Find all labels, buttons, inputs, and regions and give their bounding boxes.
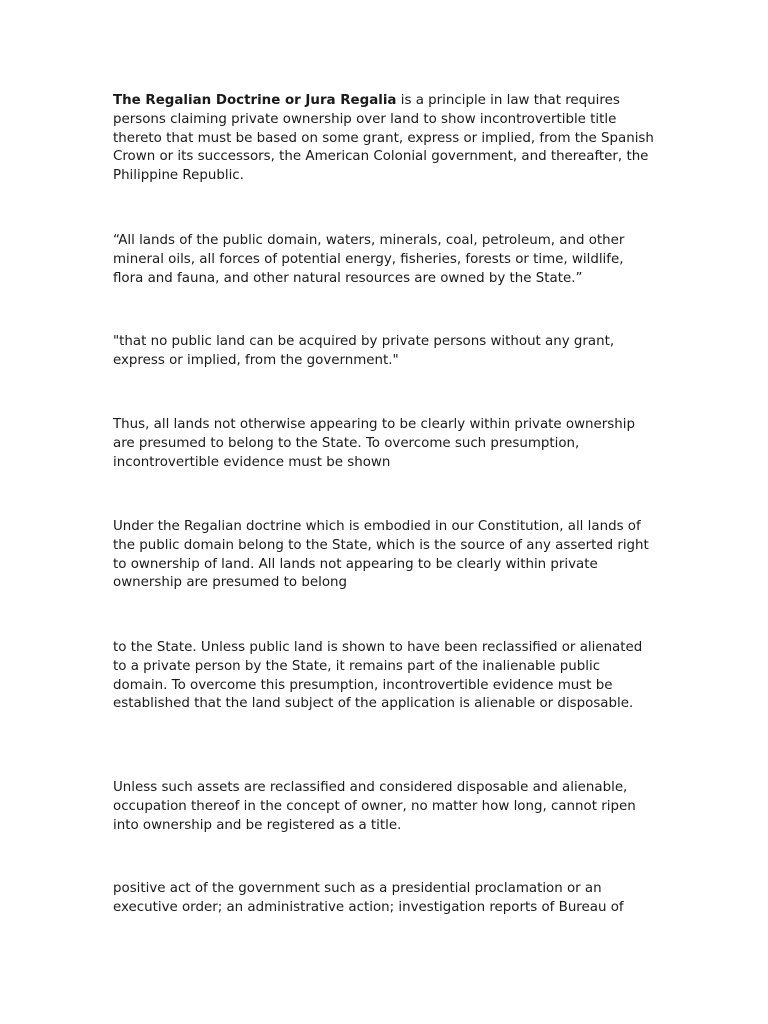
paragraph-public-land-quote: "that no public land can be acquired by private persons without any grant, express or implied, from the government." bbox=[113, 334, 615, 368]
paragraph-presumption: Thus, all lands not otherwise appearing to be clearly within private ownership are presumed to belong to the State. To overcome such presumption, incontrovertible evidence must be shown bbox=[113, 417, 635, 470]
paragraph-regalian-definition bbox=[113, 92, 658, 186]
paragraph-positive-act: positive act of the government such as a presidential proclamation or an executive order; an administrative action; investigation reports of Bureau of bbox=[113, 881, 624, 915]
term-heading: The Regalian Doctrine or Jura Regalia bbox=[113, 93, 397, 108]
paragraph-constitutional-quote: “All lands of the public domain, waters, minerals, coal, petroleum, and other mineral oils, all forces of potential energy, fisheries, forests or time, wildlife, flora and fauna, and other natural resources are owned by the State.” bbox=[113, 233, 625, 286]
paragraph-state-ownership: to the State. Unless public land is shown to have been reclassified or alienated to a private person by the State, it remains part of the inalienable public domain. To overcome this presumption, incontrovertible evidence must be established that the land subject of the application is alienable or disposable. bbox=[113, 640, 643, 712]
paragraph-reclassification: Unless such assets are reclassified and considered disposable and alienable, occupation thereof in the concept of owner, no matter how long, cannot ripen into ownership and be registered as a title. bbox=[113, 780, 636, 833]
paragraph-regalian-embodied: Under the Regalian doctrine which is embodied in our Constitution, all lands of the public domain belong to the State, which is the source of any asserted right to ownership of land. All lands not appearing to be clearly within private ownership are presumed to belong bbox=[113, 519, 649, 591]
definition-text: is a principle in law that requires persons claiming private ownership over land to show incontrovertible title thereto that must be based on some grant, express or implied, from the Spanish Crown or its successors, the American Colonial government, and thereafter, the Philippine Republic. bbox=[113, 93, 654, 184]
